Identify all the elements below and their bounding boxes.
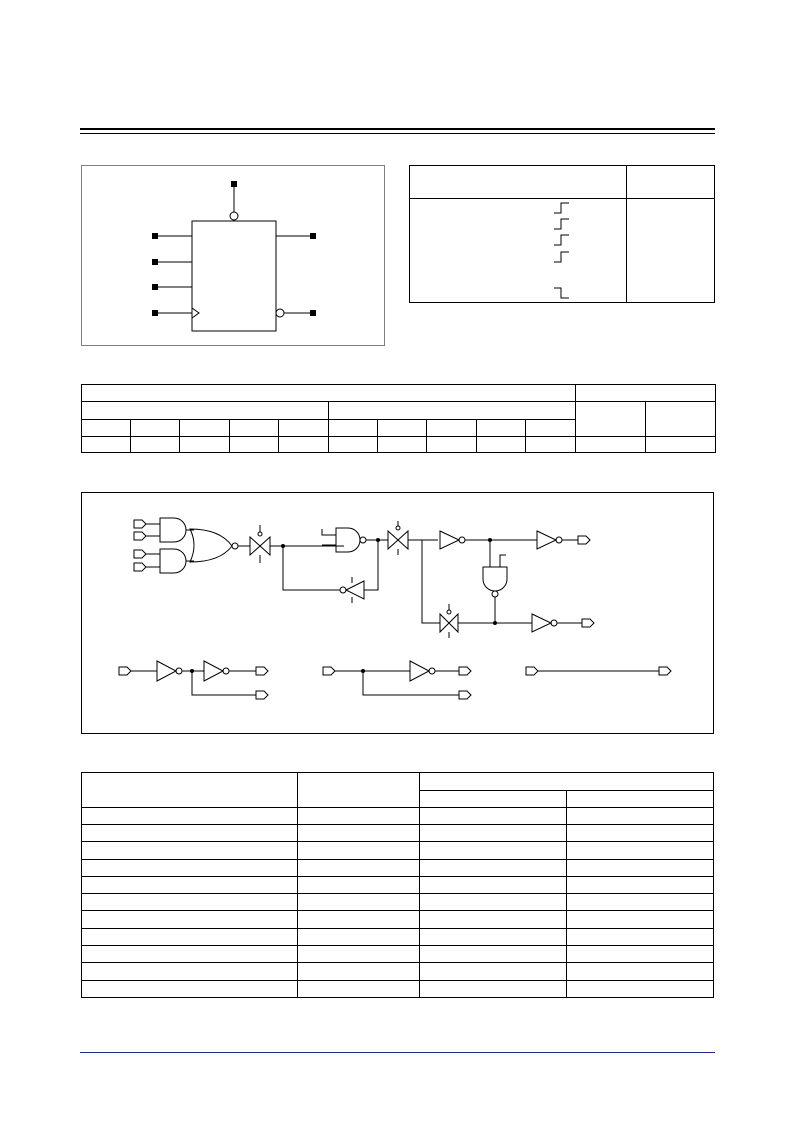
input-port: [134, 563, 146, 571]
inverter: [346, 581, 364, 599]
truth-table-drawing: [81, 384, 716, 454]
logic-diagram-drawing: [82, 493, 715, 735]
q-bar-inversion-bubble: [276, 309, 284, 317]
data-pin-1: [152, 233, 158, 239]
input-port: [134, 532, 146, 540]
junction-dot: [377, 539, 380, 542]
header-rule-thin: [80, 133, 715, 134]
function-table: [409, 165, 715, 303]
inversion-bubble: [232, 543, 238, 549]
logic-symbol-drawing: [82, 166, 386, 347]
inverter: [410, 661, 429, 681]
data-pin-3: [152, 284, 158, 290]
transmission-gate: [250, 537, 270, 555]
footer-rule: [80, 1052, 715, 1053]
output-port: [459, 691, 471, 699]
input-port: [323, 667, 335, 675]
header-rule-thick: [80, 128, 715, 130]
reset-inversion-bubble: [230, 212, 238, 220]
data-pin-2: [152, 259, 158, 265]
and-gate: [160, 518, 186, 542]
reset-pin: [231, 181, 237, 187]
rising-edge-icon: [554, 235, 569, 245]
rising-edge-icon: [554, 203, 569, 213]
inverter: [440, 531, 459, 549]
output-port: [256, 667, 268, 675]
inverter: [157, 661, 176, 681]
truth-table: [81, 384, 716, 454]
parameter-table-drawing: [81, 772, 714, 998]
parameter-table: [81, 772, 714, 998]
nand-gate: [483, 567, 507, 591]
nand-gate: [336, 528, 360, 552]
inverter: [537, 531, 556, 549]
input-port: [134, 520, 146, 528]
inverter: [204, 661, 223, 681]
output-port: [459, 667, 471, 675]
output-port: [582, 619, 594, 627]
rising-edge-icon: [554, 252, 569, 262]
inverter: [532, 614, 551, 632]
flip-flop-body: [192, 221, 276, 331]
input-port: [526, 667, 538, 675]
output-port: [256, 691, 268, 699]
inversion-bubble: [360, 537, 366, 543]
nor-gate: [190, 529, 232, 562]
transmission-gate: [440, 614, 458, 632]
and-gate: [160, 549, 186, 573]
clock-pin: [152, 310, 158, 316]
output-port: [578, 536, 590, 544]
clock-triangle: [192, 308, 199, 318]
input-port: [134, 550, 146, 558]
logic-symbol-panel: [81, 165, 385, 346]
falling-edge-icon: [554, 288, 569, 298]
q-bar-output-pin: [310, 310, 316, 316]
function-table-drawing: [409, 165, 715, 303]
output-port: [659, 667, 671, 675]
transmission-gate: [388, 531, 408, 549]
rising-edge-icon: [554, 219, 569, 229]
input-port: [119, 667, 131, 675]
logic-diagram-panel: [81, 492, 714, 734]
q-output-pin: [310, 233, 316, 239]
